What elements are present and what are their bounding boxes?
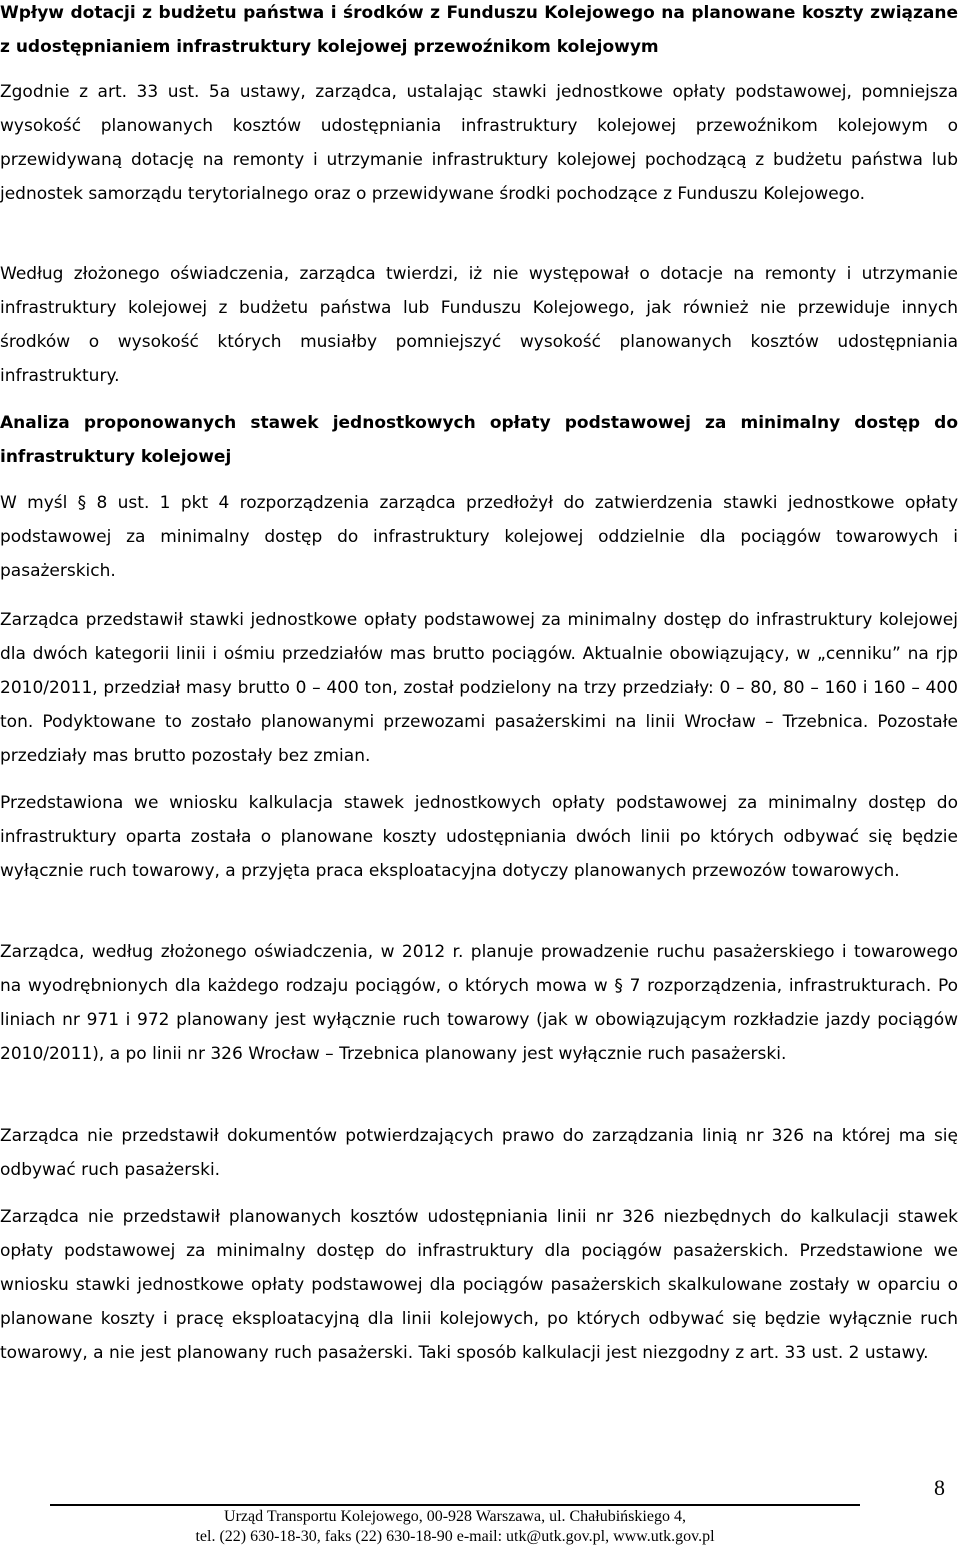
paragraph: Przedstawiona we wniosku kalkulacja stawek jednostkowych opłaty podstawowej za minimalny dostęp do infrastruktury oparta została o planowane koszty udostępniania dwóch linii po których odbywać się będzie wyłącznie ruch towarowy, a przyjęta praca eksploatacyjna dotyczy planowanych przewozów towarowych. [0,793,958,881]
paragraph: Zarządca nie przedstawił dokumentów potwierdzających prawo do zarządzania linią nr 326 na której ma się odbywać ruch pasażerski. [0,1126,958,1180]
paragraph: Zarządca, według złożonego oświadczenia, w 2012 r. planuje prowadzenie ruchu pasażerskiego i towarowego na wyodrębnionych dla każdego rodzaju pociągów, o których mowa w § 7 rozporządzenia, infrastrukturach. Po liniach nr 971 i 972 planowany jest wyłącznie ruch towarowy (jak w obowiązującym rozkładzie jazdy pociągów 2010/2011), a po linii nr 326 Wrocław – Trzebnica planowany jest wyłącznie ruch pasażerski. [0,942,958,1064]
footer-address: Urząd Transportu Kolejowego, 00-928 Warszawa, ul. Chałubińskiego 4, [224,1508,686,1525]
section-heading: Wpływ dotacji z budżetu państwa i środków z Funduszu Kolejowego na planowane koszty związane z udostępnianiem infrastruktury kolejowej przewoźnikom kolejowym [0,3,958,57]
paragraph: Według złożonego oświadczenia, zarządca twierdzi, iż nie występował o dotacje na remonty i utrzymanie infrastruktury kolejowej z budżetu państwa lub Funduszu Kolejowego, jak również nie przewiduje innych środków o wysokość których musiałby pomniejszyć wysokość planowanych kosztów udostępniania infrastruktury. [0,264,958,386]
paragraph: Zarządca przedstawił stawki jednostkowe opłaty podstawowej za minimalny dostęp do infrastruktury kolejowej dla dwóch kategorii linii i ośmiu przedziałów mas brutto pociągów. Aktualnie obowiązujący, w „cenniku” na rjp 2010/2011, przedział masy brutto 0 – 400 ton, został podzielony na trzy przedziały: 0 – 80, 80 – 160 i 160 – 400 ton. Podyktowane to zostało planowanymi przewozami pasażerskimi na linii Wrocław – Trzebnica. Pozostałe przedziały mas brutto pozostały bez zmian. [0,610,958,766]
paragraph: Zarządca nie przedstawił planowanych kosztów udostępniania linii nr 326 niezbędnych do kalkulacji stawek opłaty podstawowej za minimalny dostęp do infrastruktury dla pociągów pasażerskich. Przedstawione we wniosku stawki jednostkowe opłaty podstawowej dla pociągów pasażerskich skalkulowane zostały w oparciu o planowane koszty i pracę eksploatacyjną dla linii kolejowych, po których odbywać się będzie wyłącznie ruch towarowy, a nie jest planowany ruch pasażerski. Taki sposób kalkulacji jest niezgodny z art. 33 ust. 2 ustawy. [0,1207,958,1363]
section-heading: Analiza proponowanych stawek jednostkowych opłaty podstawowej za minimalny dostęp do infrastruktury kolejowej [0,413,958,467]
paragraph: Zgodnie z art. 33 ust. 5a ustawy, zarządca, ustalając stawki jednostkowe opłaty podstawowej, pomniejsza wysokość planowanych kosztów udostępniania infrastruktury kolejowej przewoźnikom kolejowym o przewidywaną dotację na remonty i utrzymanie infrastruktury kolejowej pochodzącą z budżetu państwa lub jednostek samorządu terytorialnego oraz o przewidywane środki pochodzące z Funduszu Kolejowego. [0,82,958,204]
footer-divider [50,1504,860,1506]
page-number: 8 [934,1475,945,1500]
paragraph: W myśl § 8 ust. 1 pkt 4 rozporządzenia zarządca przedłożył do zatwierdzenia stawki jednostkowe opłaty podstawowej za minimalny dostęp do infrastruktury kolejowej oddzielnie dla pociągów towarowych i pasażerskich. [0,493,958,581]
footer-contact: tel. (22) 630-18-30, faks (22) 630-18-90 e-mail: utk@utk.gov.pl, www.utk.gov.pl [195,1528,715,1545]
